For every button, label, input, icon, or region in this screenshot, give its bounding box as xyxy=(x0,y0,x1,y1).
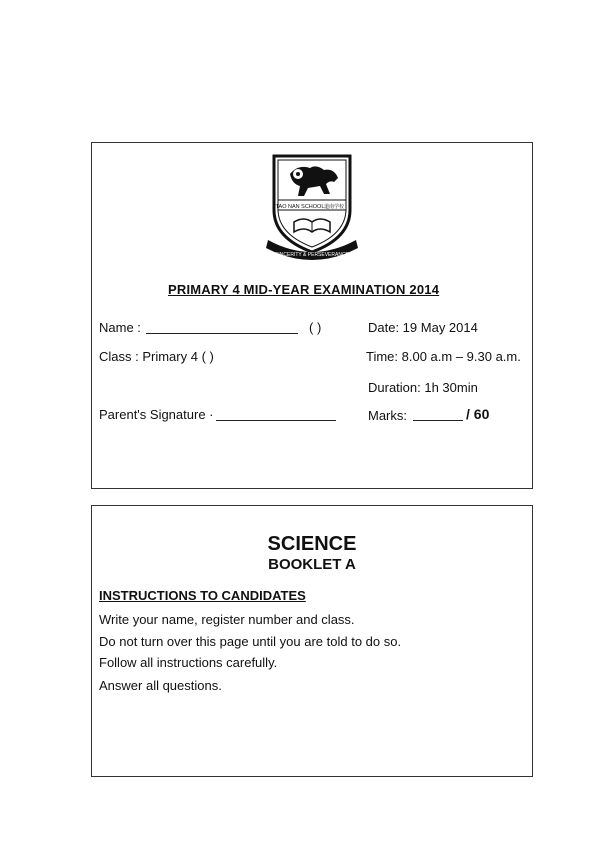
marks-line[interactable] xyxy=(413,420,463,421)
marks-total: / 60 xyxy=(466,406,490,422)
marks-label: Marks: xyxy=(368,408,407,423)
svg-text:TAO NAN SCHOOL: TAO NAN SCHOOL xyxy=(275,204,325,210)
parent-signature-label: Parent's Signature · xyxy=(99,407,214,422)
subject-title: SCIENCE xyxy=(267,533,357,555)
class-label: Class : Primary 4 ( ) xyxy=(99,349,214,364)
exam-title: PRIMARY 4 MID-YEAR EXAMINATION 2014 xyxy=(168,282,440,297)
svg-text:道南学校: 道南学校 xyxy=(323,204,345,210)
exam-date: Date: 19 May 2014 xyxy=(368,320,478,335)
instruction-item: Follow all instructions carefully. xyxy=(99,655,278,670)
name-line[interactable] xyxy=(146,333,298,334)
parent-signature-line[interactable] xyxy=(216,420,336,421)
svg-text:SINCERITY & PERSEVERANCE: SINCERITY & PERSEVERANCE xyxy=(275,252,349,258)
instructions-heading: INSTRUCTIONS TO CANDIDATES xyxy=(99,588,306,603)
booklet-title: BOOKLET A xyxy=(268,556,356,573)
exam-duration: Duration: 1h 30min xyxy=(368,380,478,395)
school-crest-logo xyxy=(264,152,360,264)
name-label: Name : xyxy=(99,320,141,335)
instruction-item: Write your name, register number and class. xyxy=(99,612,355,627)
instruction-item: Answer all questions. xyxy=(99,678,222,693)
exam-time: Time: 8.00 a.m – 9.30 a.m. xyxy=(366,349,521,364)
register-number-paren: ( ) xyxy=(309,320,322,335)
instruction-item: Do not turn over this page until you are told to do so. xyxy=(99,634,402,649)
